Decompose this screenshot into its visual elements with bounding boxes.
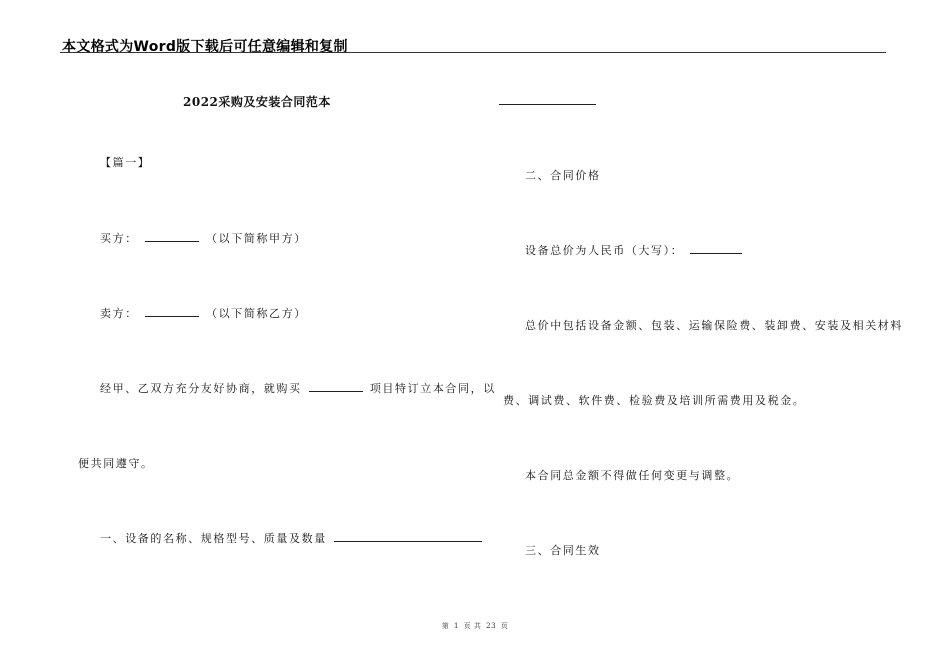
clause-3-heading: 三、合同生效: [525, 544, 601, 557]
right-column-top-rule: [499, 104, 596, 105]
project-blank[interactable]: [309, 380, 363, 392]
document-title: 2022采购及安装合同范本: [183, 95, 331, 109]
footer-prefix: 第: [441, 622, 450, 630]
price-includes-line-1: 总价中包括设备金额、包装、运输保险费、装卸费、安装及相关材料: [525, 319, 903, 332]
footer-suffix: 页: [500, 622, 509, 630]
agreement-continuation: 便共同遵守。: [78, 457, 154, 470]
total-price-line: [525, 242, 744, 258]
footer-middle: 页 共: [463, 622, 482, 630]
seller-suffix: （以下简称乙方）: [206, 307, 307, 320]
buyer-blank[interactable]: [145, 230, 199, 242]
clause-1-heading: 一、设备的名称、规格型号、质量及数量: [100, 532, 327, 545]
section-mark: 【篇一】: [100, 156, 151, 169]
buyer-suffix: （以下简称甲方）: [206, 232, 307, 245]
footer-page-number: 1: [453, 622, 459, 630]
no-change-clause: 本合同总金额不得做任何变更与调整。: [525, 469, 740, 482]
seller-blank[interactable]: [145, 305, 199, 317]
total-price-label: 设备总价为人民币（大写）：: [525, 244, 684, 257]
agreement-line: [100, 380, 496, 396]
buyer-label: 买方：: [100, 232, 138, 245]
clause-1-line: [100, 530, 484, 546]
header-divider: [60, 52, 886, 53]
document-header-title: 本文格式为Word版下载后可任意编辑和复制: [62, 39, 348, 55]
agreement-part1: 经甲、乙双方充分友好协商，就购买: [100, 382, 302, 395]
agreement-part2: 项目特订立本合同，以: [369, 382, 496, 395]
seller-line: [100, 305, 307, 321]
buyer-line: [100, 230, 307, 246]
footer-total-pages: 23: [486, 622, 497, 630]
seller-label: 卖方：: [100, 307, 138, 320]
clause-2-heading: 二、合同价格: [525, 169, 601, 182]
page-footer: [0, 621, 950, 631]
price-includes-line-2: 费、调试费、软件费、检验费及培训所需费用及税金。: [503, 394, 806, 407]
clause-1-blank[interactable]: [334, 530, 482, 542]
total-price-blank[interactable]: [690, 242, 742, 254]
